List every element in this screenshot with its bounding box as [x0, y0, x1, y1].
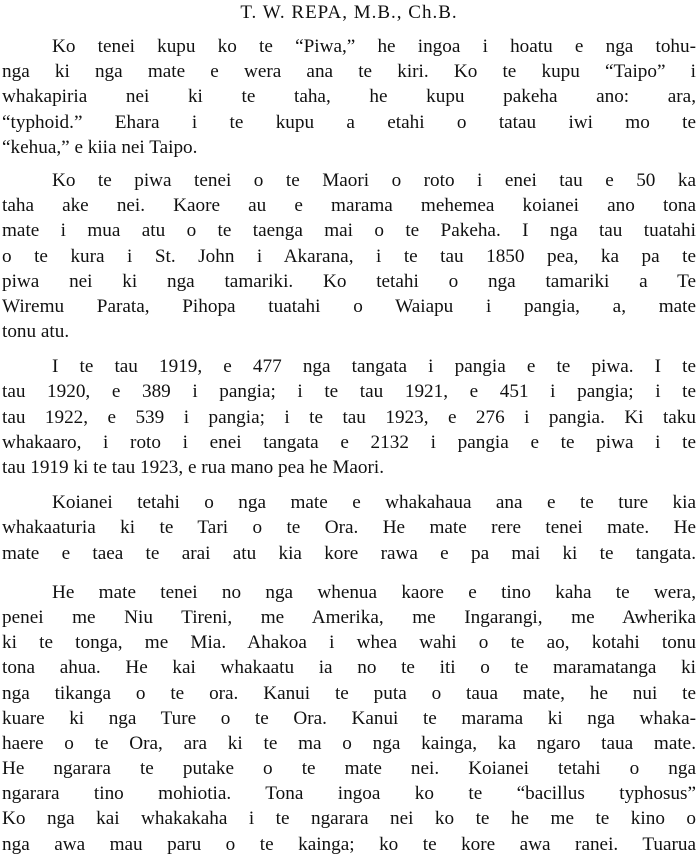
text-line: He mate tenei no nga whenua kaore e tino kaha te wera, — [52, 581, 696, 603]
text-line: “typhoid.” Ehara i te kupu a etahi o tatau iwi mo te — [2, 111, 696, 133]
text-line: “kehua,” e kiia nei Taipo. — [2, 136, 198, 158]
text-line: whakaaturia ki te Tari o te Ora. He mate rere tenei mate. He — [2, 517, 696, 539]
text-line: mate i mua atu o te taenga mai o te Pakeha. I nga tau tuatahi — [2, 220, 696, 242]
text-line: tau 1919 ki te tau 1923, e rua mano pea he Maori. — [2, 457, 385, 478]
paragraph-5 — [2, 580, 696, 857]
text-line: taha ake nei. Kaore au e marama mehemea koianei ano tona — [2, 195, 696, 217]
text-line: tau 1920, e 389 i pangia; i te tau 1921, e 451 i pangia; i te — [2, 381, 696, 403]
author-credit: T. W. REPA, M.B., Ch.B. — [240, 2, 458, 23]
text-line: Ko nga kai whakakaha i te ngarara nei ko te he me te kino o — [2, 808, 696, 830]
paragraph-1 — [2, 30, 696, 160]
text-line: whakapiria nei ki te taha, he kupu pakeha ano: ara, — [2, 86, 696, 108]
document-page — [2, 0, 696, 855]
text-line: Wiremu Parata, Pihopa tuatahi o Waiapu i pangia, a, mate — [2, 295, 696, 317]
running-header — [2, 0, 696, 30]
text-line: Ko tenei kupu ko te “Piwa,” he ingoa i hoatu e nga tohu- — [52, 36, 696, 57]
text-line: tona ahua. He kai whakaatu ia no te iti o te maramatanga ki — [2, 657, 696, 679]
text-line: I te tau 1919, e 477 nga tangata i pangia e te piwa. I te — [52, 356, 696, 378]
text-line: nga ki nga mate e wera ana te kiri. Ko te kupu “Taipo” i — [2, 61, 696, 83]
text-line: haere o te Ora, ara ki te ma o nga kainga, ka ngaro taua mate. — [2, 732, 696, 754]
text-line: whakaaro, i roto i enei tangata e 2132 i pangia e te piwa i te — [2, 431, 696, 453]
text-line: Ko te piwa tenei o te Maori o roto i enei tau e 50 ka — [52, 169, 696, 191]
paragraph-3 — [2, 354, 696, 480]
text-line: tau 1922, e 539 i pangia; i te tau 1923, e 276 i pangia. Ki taku — [2, 406, 696, 428]
text-line: kuare ki nga Ture o te Ora. Kanui te marama ki nga whaka- — [2, 707, 696, 729]
text-line: Koianei tetahi o nga mate e whakahaua ana e te ture kia — [52, 492, 696, 514]
paragraph-spacer — [2, 160, 696, 168]
text-line: o te kura i St. John i Akarana, i te tau 1850 pea, ka pa te — [2, 245, 696, 267]
text-line: ki te tonga, me Mia. Ahakoa i whea wahi o te ao, kotahi tonu — [2, 632, 696, 654]
text-line: nga awa mau paru o te kainga; ko te kore awa ranei. Tuarua — [2, 833, 696, 855]
text-line: He ngarara te putake o te mate nei. Koianei tetahi o nga — [2, 758, 696, 780]
paragraph-spacer — [2, 480, 696, 490]
text-line: tonu atu. — [2, 321, 70, 343]
text-line: piwa nei ki nga tamariki. Ko tetahi o nga tamariki a Te — [2, 270, 696, 292]
paragraph-4 — [2, 490, 696, 566]
paragraph-2 — [2, 168, 696, 344]
text-line: mate e taea te arai atu kia kore rawa e pa mai ki te tangata. — [2, 542, 696, 564]
text-line: nga tikanga o te ora. Kanui te puta o taua mate, he nui te — [2, 682, 696, 704]
paragraph-spacer — [2, 344, 696, 354]
text-line: ngarara tino mohiotia. Tona ingoa ko te “bacillus typhosus” — [2, 783, 696, 805]
paragraph-spacer — [2, 566, 696, 580]
text-line: penei me Niu Tireni, me Amerika, me Ingarangi, me Awherika — [2, 606, 696, 628]
